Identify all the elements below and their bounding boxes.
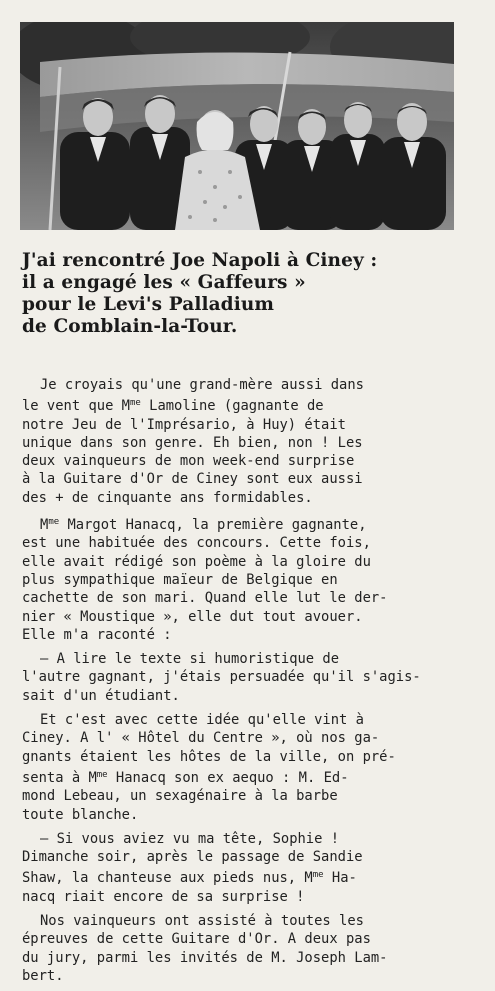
text-line: bert. — [22, 967, 64, 984]
article-body — [22, 376, 472, 991]
text-line: épreuves de cette Guitare d'Or. A deux pas — [22, 931, 371, 948]
text-line: Ciney. A l' « Hôtel du Centre », où nos ga- — [22, 730, 380, 747]
text-line: $M^{me}$ Margot Hanacq, la première gagnante, — [40, 517, 367, 534]
paragraph — [22, 711, 472, 824]
text-line: sait d'un étudiant. — [22, 687, 180, 704]
text-line: Dimanche soir, après le passage de Sandie — [22, 849, 363, 866]
paragraph — [22, 830, 472, 906]
text-line: senta à $M^{me}$ Hanacq son ex aequo : M. Ed- — [22, 769, 349, 786]
text-line: Je croyais qu'une grand-mère aussi dans — [40, 377, 364, 393]
paragraph — [22, 513, 472, 644]
text-line: des + de cinquante ans formidables. — [22, 489, 313, 506]
photo-group-of-seven-people-under-canopy-icon — [20, 22, 454, 230]
headline — [22, 250, 462, 338]
text-line: nacq riait encore de sa surprise ! — [22, 888, 305, 905]
text-line: deux vainqueurs de mon week-end surprise — [22, 453, 355, 470]
text-line: Shaw, la chanteuse aux pieds nus, $M^{me}$ Ha- — [22, 870, 357, 887]
headline-line: pour le Levi's Palladium — [22, 294, 275, 315]
paragraph — [22, 912, 472, 985]
group-photo — [20, 22, 454, 230]
text-line: à la Guitare d'Or de Ciney sont eux aussi — [22, 471, 363, 488]
paragraph — [22, 650, 472, 705]
text-line: plus sympathique maïeur de Belgique en — [22, 571, 338, 588]
headline-line: il a engagé les « Gaffeurs » — [22, 272, 306, 293]
text-line: est une habituée des concours. Cette fois, — [22, 535, 371, 552]
text-line: le vent que $M^{me}$ Lamoline (gagnante de — [22, 398, 324, 415]
text-line: — A lire le texte si humoristique de — [40, 651, 340, 668]
text-line: Et c'est avec cette idée qu'elle vint à — [40, 712, 364, 729]
text-line: cachette de son mari. Quand elle lut le der- — [22, 590, 388, 607]
text-line: Nos vainqueurs ont assisté à toutes les — [40, 913, 364, 930]
text-line: elle avait rédigé son poème à la gloire du — [22, 553, 371, 570]
text-line: l'autre gagnant, j'étais persuadée qu'il s'agis- — [22, 669, 421, 686]
text-line: gnants étaient les hôtes de la ville, on pré- — [22, 748, 396, 765]
text-line: Elle m'a raconté : — [22, 626, 172, 643]
headline-line: de Comblain-la-Tour. — [22, 316, 238, 337]
text-line: du jury, parmi les invités de M. Joseph Lam- — [22, 949, 388, 966]
text-line: — Si vous aviez vu ma tête, Sophie ! — [40, 830, 340, 847]
text-line: notre Jeu de l'Imprésario, à Huy) était — [22, 416, 346, 433]
text-line: unique dans son genre. Eh bien, non ! Les — [22, 434, 363, 451]
text-line: mond Lebeau, un sexagénaire à la barbe — [22, 788, 338, 805]
headline-line: J'ai rencontré Joe Napoli à Ciney : — [22, 250, 378, 271]
text-line: nier « Moustique », elle dut tout avouer. — [22, 608, 363, 625]
paragraph — [22, 376, 472, 507]
text-line: toute blanche. — [22, 806, 139, 823]
